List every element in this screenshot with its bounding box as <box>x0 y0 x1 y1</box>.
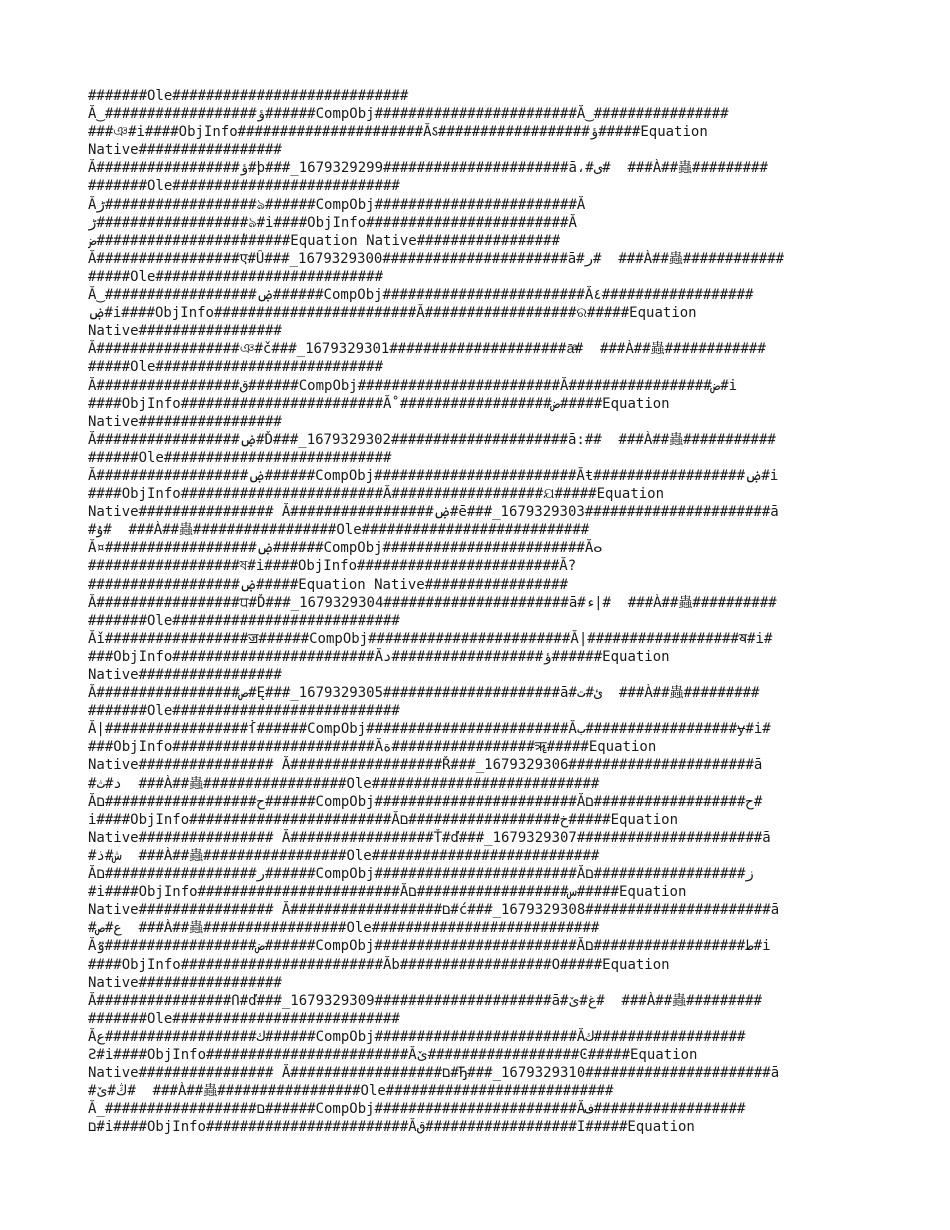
text-line: ####ObjInfo########################Ă˚##################ض#####Equation <box>88 395 670 412</box>
text-line: ####ObjInfo########################Ă##################ଯ#####Equation <box>88 486 665 503</box>
text-line: Native################# <box>88 974 282 991</box>
text-line: #######Ole########################### <box>88 1010 400 1027</box>
text-line: #ۇ# ###À##蟲#################Ole########################### <box>88 522 590 539</box>
text-line: Ă_##################ם######CompObj########################Ăف################## <box>88 1101 746 1118</box>
text-line: ###ObjInfo########################Ăؤ##################د######Equation <box>88 648 670 665</box>
text-line: Native################# <box>88 142 282 159</box>
text-line: Ăǐ#################ॼ######CompObj########################Ă|##################ॺ#i# <box>88 630 773 647</box>
text-line: ###ObjInfo########################Ăة#################ॠ#####Equation <box>88 739 657 756</box>
text-line: Ă‿##################ۻ######CompObj########################Ă٤################## <box>88 287 754 304</box>
text-line: #######Ole############################ <box>88 88 409 104</box>
text-line: Native################ Ă##################ם#Ђ###_1679329310######################ā <box>88 1065 780 1082</box>
text-line: Ăڑ##################ঌ######CompObj########################Ă <box>88 196 586 213</box>
text-line: #ع#ص ###À##蟲#################Ole########################### <box>88 920 600 937</box>
text-line: ######Ole########################### <box>88 449 392 466</box>
text-line: Native################# <box>88 413 282 430</box>
text-line: Ƨ#i####ObjInfo########################Ăێ##################Ͼ#####Equation <box>88 1046 698 1063</box>
text-line: Ă#################ঞ#č###_1679329301#####################āͣ# ###À##蟲############ <box>88 341 766 358</box>
text-line: #######Ole########################### <box>88 178 400 195</box>
text-line: i####ObjInfo########################Ăخ##################ם#####Equation <box>88 811 678 828</box>
text-line: ##################ۻ#####Equation Native################# <box>88 576 568 593</box>
text-line: Ă¤##################ۻ######CompObj########################Ăⴰ <box>88 540 603 557</box>
text-line: ####ObjInfo########################Ăb##################O#####Equation <box>88 956 670 973</box>
text-line: #######Ole########################### <box>88 612 400 629</box>
text-line: Ă#################ق######CompObj########################Ă#################ض#i <box>88 377 738 394</box>
text-line: Ăض##################ٷ######CompObj########################Ăط##################ם#i <box>88 938 771 955</box>
text-line: Ăح##################ם######CompObj########################Ăح##################ם# <box>88 793 763 810</box>
text-line: ڑ##################ঌ#i####ObjInfo########################Ă <box>88 214 577 231</box>
text-line: Ă‿##################ؤ######CompObj########################Ă‿################ <box>88 106 729 123</box>
text-line: Ă|#################ẛ######CompObj########################Ăب##################ɏ#i# <box>88 721 771 738</box>
text-line: Native################ Ă#################Ť#ď###_1679329307######################ā <box>88 829 771 846</box>
text-line: Ă#################ص#Ę###_1679329305#####################ā#ئ#ت ###À##蟲######### <box>88 685 760 702</box>
text-line: #ش#ذ ###À##蟲#################Ole########################### <box>88 847 600 864</box>
text-line: ۻ#i####ObjInfo########################Ă##################ର#####Equation <box>88 305 697 322</box>
text-line: ם#i####ObjInfo########################Ăق##################I#####Equation <box>88 1119 695 1136</box>
text-line: Native################# <box>88 323 282 340</box>
text-line: #######Ole########################### <box>88 703 400 720</box>
text-line: ض##################ٔ#####Equation Native################# <box>88 232 561 249</box>
text-line: Native################ Ă##################ם#ć###_1679329308######################ā <box>88 902 780 919</box>
text-line: Ă##################ۻ######CompObj########################Ăŧ##################ۻ#i <box>88 467 779 484</box>
text-line: Ă#################ۻ#Ď###_1679329302#####################ā:## ###À##蟲########### <box>88 431 776 448</box>
text-line: Ă################Ո#ď###_1679329309#####################ā#غ#ێ# ###À##蟲######### <box>88 992 762 1009</box>
text-line: Native################# <box>88 667 282 683</box>
text-line: #ڭ#ێ# ###À##蟲#################Ole########################### <box>88 1083 614 1100</box>
text-line: Native################ Ă#################ۻ#ē###_1679329303######################ā <box>88 504 779 521</box>
text-line: Ăر##################ם######CompObj########################Ăز##################ם <box>88 866 754 883</box>
text-line: #####Ole########################### <box>88 359 384 376</box>
text-line: #د#ث ###À##蟲#################Ole########################### <box>88 775 600 792</box>
text-line: Ă#################ਧ#Ď###_1679329304######################ā#ء|# ###À##蟲########## <box>88 594 777 611</box>
document-text <box>88 87 888 1136</box>
text-line: Native################ Ă##################Ř###_1679329306######################ā <box>88 757 763 774</box>
text-line: ###ঞ#i####ObjInfo######################Ăऽ##################ؤ#####Equation <box>88 124 708 141</box>
text-line: ##################ষ#i####ObjInfo########################Ă? <box>88 558 577 575</box>
text-line: #####Ole########################### <box>88 268 384 285</box>
text-line: Ă#################ؤ#þ###_1679329299######################ā،#ى# ###À##蟲######### <box>88 160 768 177</box>
text-line: Ă#################ए#Û###_1679329300######################ā#ر# ###À##蟲############ <box>88 250 785 267</box>
text-line: Ăك##################ع######CompObj########################Ăك################## <box>88 1028 746 1045</box>
text-line: #i####ObjInfo########################Ăس##################ם#####Equation <box>88 884 687 901</box>
